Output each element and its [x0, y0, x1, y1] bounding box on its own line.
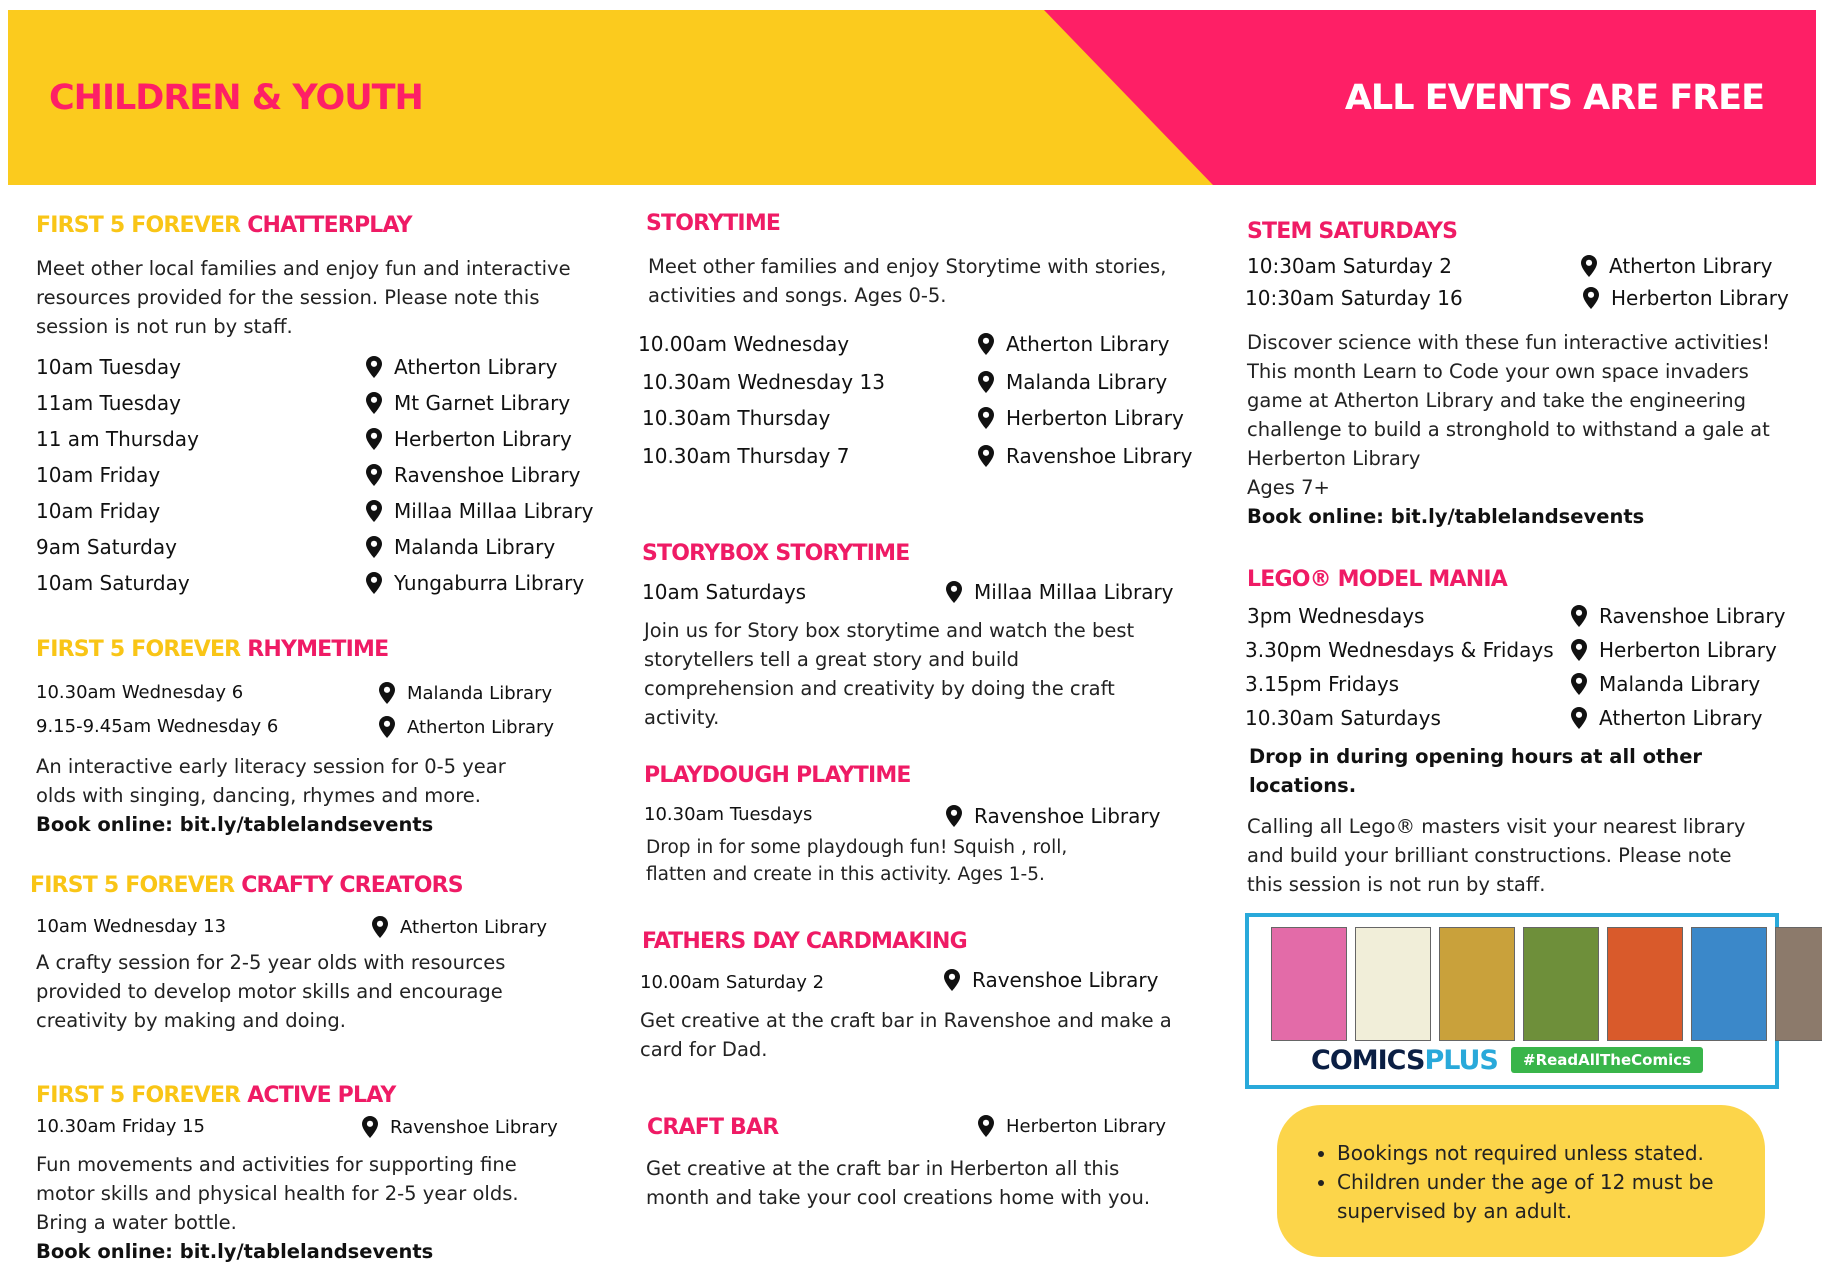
- session-time: 3pm Wednesdays: [1247, 604, 1425, 628]
- session-row: [36, 676, 626, 710]
- location-pin-icon: [1571, 707, 1587, 729]
- stem-booking: Book online: bit.ly/tablelandsevents: [1247, 505, 1645, 528]
- notice-list: [1277, 1105, 1765, 1226]
- session-time: 10.30am Wednesday 6: [36, 682, 244, 703]
- comic-cover-image: [1355, 927, 1431, 1041]
- comicsplus-banner[interactable]: [1245, 913, 1785, 1093]
- storybox-section: [638, 541, 1228, 732]
- playdough-description: Drop in for some playdough fun! Squish , roll, flatten and create in this activity. Ages 1-5.: [646, 837, 1068, 885]
- session-location: Atherton Library: [379, 716, 554, 738]
- comicsplus-ad[interactable]: [1245, 913, 1779, 1089]
- session-row: [36, 349, 626, 385]
- stem-heading: STEM SATURDAYS: [1247, 219, 1458, 244]
- session-row: [1245, 700, 1785, 734]
- location-pin-icon: [372, 916, 388, 938]
- chatterplay-description: Meet other local families and enjoy fun and interactive resources provided for the session. Please note this session is not run by staff.: [36, 257, 571, 338]
- session-location: Atherton Library: [1581, 254, 1772, 278]
- section-title: CHILDREN & YOUTH: [49, 78, 423, 118]
- storytime-section: [638, 211, 1228, 474]
- stem-section: [1245, 219, 1789, 531]
- location-pin-icon: [1571, 639, 1587, 661]
- session-time: 10.30am Tuesdays: [644, 804, 813, 825]
- location-pin-icon: [366, 572, 382, 594]
- comic-cover-image: [1523, 927, 1599, 1041]
- location-pin-icon: [978, 407, 994, 429]
- stem-ages: Ages 7+: [1247, 476, 1330, 499]
- active-play-booking: Book online: bit.ly/tablelandsevents: [36, 1240, 434, 1263]
- location-pin-icon: [366, 500, 382, 522]
- session-location: Malanda Library: [366, 535, 555, 559]
- comic-cover-image: [1691, 927, 1767, 1041]
- notice-item: • Bookings not required unless stated.: [1337, 1139, 1735, 1168]
- rhymetime-description: An interactive early literacy session for 0-5 year olds with singing, dancing, rhymes and more.: [36, 755, 506, 807]
- session-location: Malanda Library: [1571, 672, 1760, 696]
- location-pin-icon: [978, 445, 994, 467]
- session-time: 10.30am Friday 15: [36, 1116, 205, 1137]
- fathers-day-description: Get creative at the craft bar in Ravenshoe and make a card for Dad.: [640, 1009, 1172, 1061]
- notice-panel: [1277, 1105, 1765, 1257]
- session-row: [36, 565, 626, 595]
- session-time: 10am Tuesday: [36, 355, 181, 379]
- craft-bar-description: Get creative at the craft bar in Herberton all this month and take your cool creations home with you.: [646, 1157, 1151, 1209]
- location-pin-icon: [978, 371, 994, 393]
- rhymetime-booking: Book online: bit.ly/tablelandsevents: [36, 813, 434, 836]
- crafty-creators-section: [30, 873, 626, 1035]
- location-pin-icon: [1571, 605, 1587, 627]
- session-location: Ravenshoe Library: [978, 444, 1192, 468]
- location-pin-icon: [379, 682, 395, 704]
- comic-cover-image: [1271, 927, 1347, 1041]
- active-play-description: Fun movements and activities for supporting fine motor skills and physical health for 2-5 year olds. Bring a water bottle.: [36, 1153, 519, 1234]
- session-location: Herberton Library: [978, 406, 1184, 430]
- storytime-description: Meet other families and enjoy Storytime with stories, activities and songs. Ages 0-5.: [648, 255, 1167, 307]
- session-location: Ravenshoe Library: [944, 968, 1158, 992]
- session-row: [36, 710, 626, 744]
- active-play-heading: FIRST 5 FOREVER ACTIVE PLAY: [36, 1083, 396, 1108]
- crafty-creators-heading: FIRST 5 FOREVER CRAFTY CREATORS: [30, 873, 463, 898]
- location-pin-icon: [366, 464, 382, 486]
- session-row: [1245, 666, 1785, 700]
- session-time: 9.15-9.45am Wednesday 6: [36, 716, 279, 737]
- lego-description: Calling all Lego® masters visit your nearest library and build your brilliant constructions. Please note this session is not run by staff.: [1247, 815, 1746, 896]
- session-location: Millaa Millaa Library: [366, 499, 594, 523]
- comic-cover-image: [1775, 927, 1822, 1041]
- location-pin-icon: [946, 805, 962, 827]
- active-play-section: [36, 1083, 626, 1266]
- comicsplus-logo: COMICSPLUS: [1311, 1045, 1498, 1076]
- session-row: [36, 529, 626, 565]
- fathers-day-heading: FATHERS DAY CARDMAKING: [642, 929, 967, 954]
- crafty-creators-description: A crafty session for 2-5 year olds with resources provided to develop motor skills and encourage creativity by making and doing.: [36, 951, 506, 1032]
- session-row: [638, 364, 1228, 400]
- session-row: [638, 798, 1228, 834]
- session-location: Ravenshoe Library: [362, 1116, 558, 1138]
- session-location: Ravenshoe Library: [1571, 604, 1785, 628]
- session-row: [36, 421, 626, 457]
- session-location: Atherton Library: [1571, 706, 1762, 730]
- session-row: [638, 574, 1228, 610]
- notice-box: [1245, 1105, 1785, 1265]
- session-location: Atherton Library: [366, 355, 557, 379]
- session-time: 10.00am Wednesday: [638, 332, 850, 356]
- storytime-heading: STORYTIME: [646, 211, 781, 236]
- session-location: Mt Garnet Library: [366, 391, 570, 415]
- notice-item: • Children under the age of 12 must be supervised by an adult.: [1337, 1168, 1735, 1226]
- session-time: 10.30am Thursday 7: [642, 444, 850, 468]
- session-location: Atherton Library: [372, 916, 547, 938]
- craft-bar-location: Herberton Library: [978, 1115, 1166, 1137]
- session-location: Malanda Library: [379, 682, 552, 704]
- location-pin-icon: [362, 1116, 378, 1138]
- session-location: Malanda Library: [978, 370, 1167, 394]
- location-pin-icon: [946, 581, 962, 603]
- location-pin-icon: [366, 356, 382, 378]
- location-pin-icon: [366, 428, 382, 450]
- location-pin-icon: [1581, 255, 1597, 277]
- session-time: 10am Saturday: [36, 571, 190, 595]
- comic-cover-image: [1607, 927, 1683, 1041]
- craft-bar-heading: CRAFT BAR: [647, 1115, 779, 1140]
- session-location: Yungaburra Library: [366, 571, 584, 595]
- session-time: 10.00am Saturday 2: [640, 972, 825, 993]
- session-location: Ravenshoe Library: [366, 463, 580, 487]
- location-pin-icon: [366, 536, 382, 558]
- chatterplay-section: [36, 213, 626, 595]
- session-time: 10.30am Saturdays: [1245, 706, 1441, 730]
- session-row: [36, 910, 626, 944]
- session-time: 11 am Thursday: [36, 427, 199, 451]
- session-time: 10.30am Thursday: [642, 406, 831, 430]
- session-row: [36, 493, 626, 529]
- comic-covers: [1271, 927, 1822, 1041]
- session-time: 10am Friday: [36, 463, 161, 487]
- session-time: 10.30am Wednesday 13: [642, 370, 885, 394]
- session-location: Millaa Millaa Library: [946, 580, 1174, 604]
- session-row: [36, 385, 626, 421]
- stem-description: Discover science with these fun interactive activities! This month Learn to Code your own space invaders game at Atherton Library and take the engineering challenge to build a stronghold to withstand a gale at Herberton Library: [1247, 331, 1770, 470]
- session-time: 10am Friday: [36, 499, 161, 523]
- session-row: [1245, 632, 1785, 666]
- session-location: Herberton Library: [1583, 286, 1789, 310]
- craft-bar-section: [638, 1115, 1228, 1212]
- session-row: [1245, 248, 1785, 280]
- rhymetime-heading: FIRST 5 FOREVER RHYMETIME: [36, 637, 389, 662]
- session-time: 11am Tuesday: [36, 391, 181, 415]
- storybox-heading: STORYBOX STORYTIME: [642, 541, 910, 566]
- location-pin-icon: [1571, 673, 1587, 695]
- lego-heading: LEGO® MODEL MANIA: [1247, 567, 1507, 592]
- free-events-title: ALL EVENTS ARE FREE: [1344, 78, 1764, 118]
- session-location: Atherton Library: [978, 332, 1169, 356]
- playdough-heading: PLAYDOUGH PLAYTIME: [644, 763, 911, 788]
- session-row: [1245, 598, 1785, 632]
- location-pin-icon: [978, 1115, 994, 1137]
- session-location: Ravenshoe Library: [946, 804, 1160, 828]
- session-location: Herberton Library: [366, 427, 572, 451]
- lego-section: [1245, 567, 1785, 899]
- session-row: [638, 400, 1228, 438]
- session-time: 3.30pm Wednesdays & Fridays: [1245, 638, 1554, 662]
- session-time: 3.15pm Fridays: [1245, 672, 1400, 696]
- comic-cover-image: [1439, 927, 1515, 1041]
- playdough-section: [638, 763, 1228, 888]
- hashtag-badge: #ReadAllTheComics: [1511, 1047, 1703, 1073]
- session-time: 9am Saturday: [36, 535, 177, 559]
- session-row: [638, 438, 1228, 474]
- session-location: Herberton Library: [1571, 638, 1777, 662]
- session-row: [36, 1110, 626, 1144]
- location-pin-icon: [944, 969, 960, 991]
- session-row: [638, 962, 1228, 1000]
- storybox-description: Join us for Story box storytime and watch the best storytellers tell a great story and build comprehension and creativity by doing the craft activity.: [644, 619, 1135, 729]
- location-pin-icon: [1583, 287, 1599, 309]
- location-pin-icon: [379, 716, 395, 738]
- session-row: [638, 326, 1228, 364]
- fathers-day-section: [638, 929, 1228, 1064]
- location-pin-icon: [366, 392, 382, 414]
- location-pin-icon: [978, 333, 994, 355]
- session-row: [1245, 280, 1789, 312]
- session-time: 10:30am Saturday 2: [1247, 254, 1452, 278]
- chatterplay-heading: FIRST 5 FOREVER CHATTERPLAY: [36, 213, 412, 238]
- rhymetime-section: [36, 637, 626, 839]
- session-time: 10:30am Saturday 16: [1245, 286, 1463, 310]
- session-time: 10am Wednesday 13: [36, 916, 227, 937]
- session-row: [36, 457, 626, 493]
- chatterplay-sessions: [36, 349, 626, 595]
- lego-dropin-note: Drop in during opening hours at all other locations.: [1249, 745, 1703, 797]
- session-time: 10am Saturdays: [642, 580, 807, 604]
